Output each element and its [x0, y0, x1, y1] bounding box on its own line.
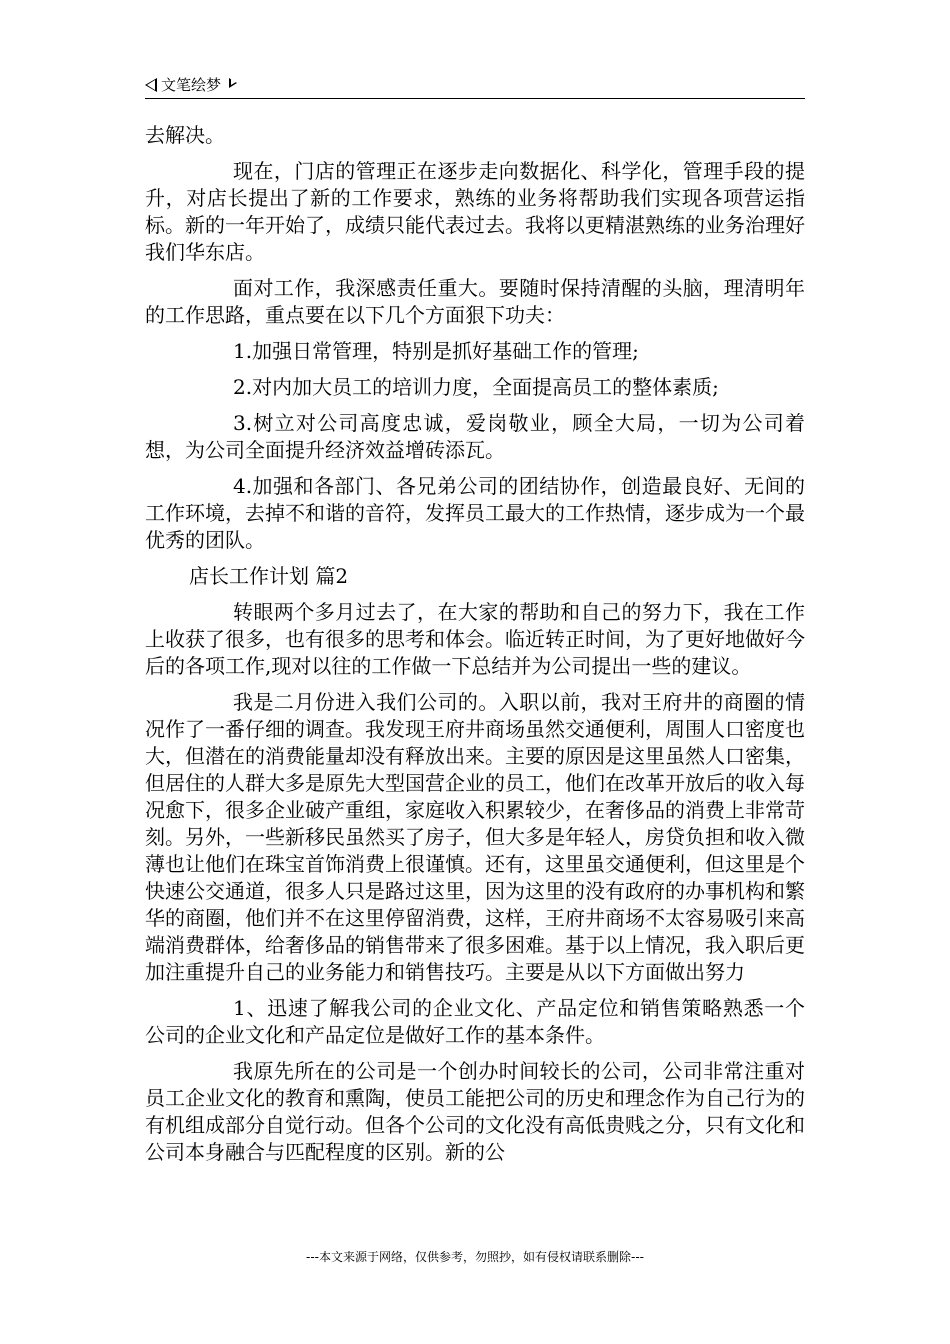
document-body — [145, 122, 805, 1175]
list-item: 3.树立对公司高度忠诚，爱岗敬业，顾全大局，一切为公司着想，为公司全面提升经济效益增砖添瓦。 — [145, 411, 805, 462]
paragraph: 转眼两个多月过去了，在大家的帮助和自己的努力下，我在工作上收获了很多，也有很多的思考和体会。临近转正时间，为了更好地做好今后的各项工作,现对以往的工作做一下总结并为公司提出一些的建议。 — [145, 600, 805, 678]
section-heading: 店长工作计划 篇2 — [189, 564, 349, 588]
list-item: 2.对内加大员工的培训力度，全面提高员工的整体素质; — [233, 375, 719, 399]
paragraph: 现在，门店的管理正在逐步走向数据化、科学化，管理手段的提升，对店长提出了新的工作要求，熟练的业务将帮助我们实现各项营运指标。新的一年开始了，成绩只能代表过去。我将以更精湛熟练的业务治理好我们华东店。 — [145, 159, 805, 264]
list-item: 4.加强和各部门、各兄弟公司的团结协作，创造最良好、无间的工作环境，去掉不和谐的音符，发挥员工最大的工作热情，逐步成为一个最优秀的团队。 — [145, 474, 805, 552]
paragraph: 面对工作，我深感责任重大。要随时保持清醒的头脑，理清明年的工作思路，重点要在以下几个方面狠下功夫： — [145, 276, 805, 327]
header-brand — [145, 74, 237, 95]
left-triangle-icon — [145, 78, 157, 92]
paragraph: 我原先所在的公司是一个创办时间较长的公司，公司非常注重对员工企业文化的教育和熏陶，使员工能把公司的历史和理念作为自己行为的有机组成部分自觉行动。但各个公司的文化没有高低贵贱之分，只有文化和公司本身融合与匹配程度的区别。新的公 — [145, 1059, 805, 1164]
page-header — [145, 72, 805, 99]
header-title: 文笔绘梦 — [161, 76, 222, 94]
page-footer: ---本文来源于网络，仅供参考，勿照抄，如有侵权请联系删除--- — [306, 1250, 644, 1264]
list-item: 1.加强日常管理，特别是抓好基础工作的管理; — [233, 339, 639, 363]
right-triangle-icon — [229, 78, 237, 88]
paragraph-continuation: 去解决。 — [145, 123, 225, 147]
paragraph: 我是二月份进入我们公司的。入职以前，我对王府井的商圈的情况作了一番仔细的调查。我发现王府井商场虽然交通便利，周围人口密度也大，但潜在的消费能量却没有释放出来。主要的原因是这里虽然人口密集，但居住的人群大多是原先大型国营企业的员工，他们在改革开放后的收入每况愈下，很多企业破产重组，家庭收入积累较少，在奢侈品的消费上非常苛刻。另外，一些新移民虽然买了房子，但大多是年轻人，房贷负担和收入微薄也让他们在珠宝首饰消费上很谨慎。还有，这里虽交通便利，但这里是个快速公交通道，很多人只是路过这里，因为这里的没有政府的办事机构和繁华的商圈，他们并不在这里停留消费，这样，王府井商场不太容易吸引来高端消费群体，给奢侈品的销售带来了很多困难。基于以上情况，我入职后更加注重提升自己的业务能力和销售技巧。主要是从以下方面做出努力 — [145, 690, 805, 984]
paragraph: 1、迅速了解我公司的企业文化、产品定位和销售策略熟悉一个公司的企业文化和产品定位是做好工作的基本条件。 — [145, 996, 805, 1047]
